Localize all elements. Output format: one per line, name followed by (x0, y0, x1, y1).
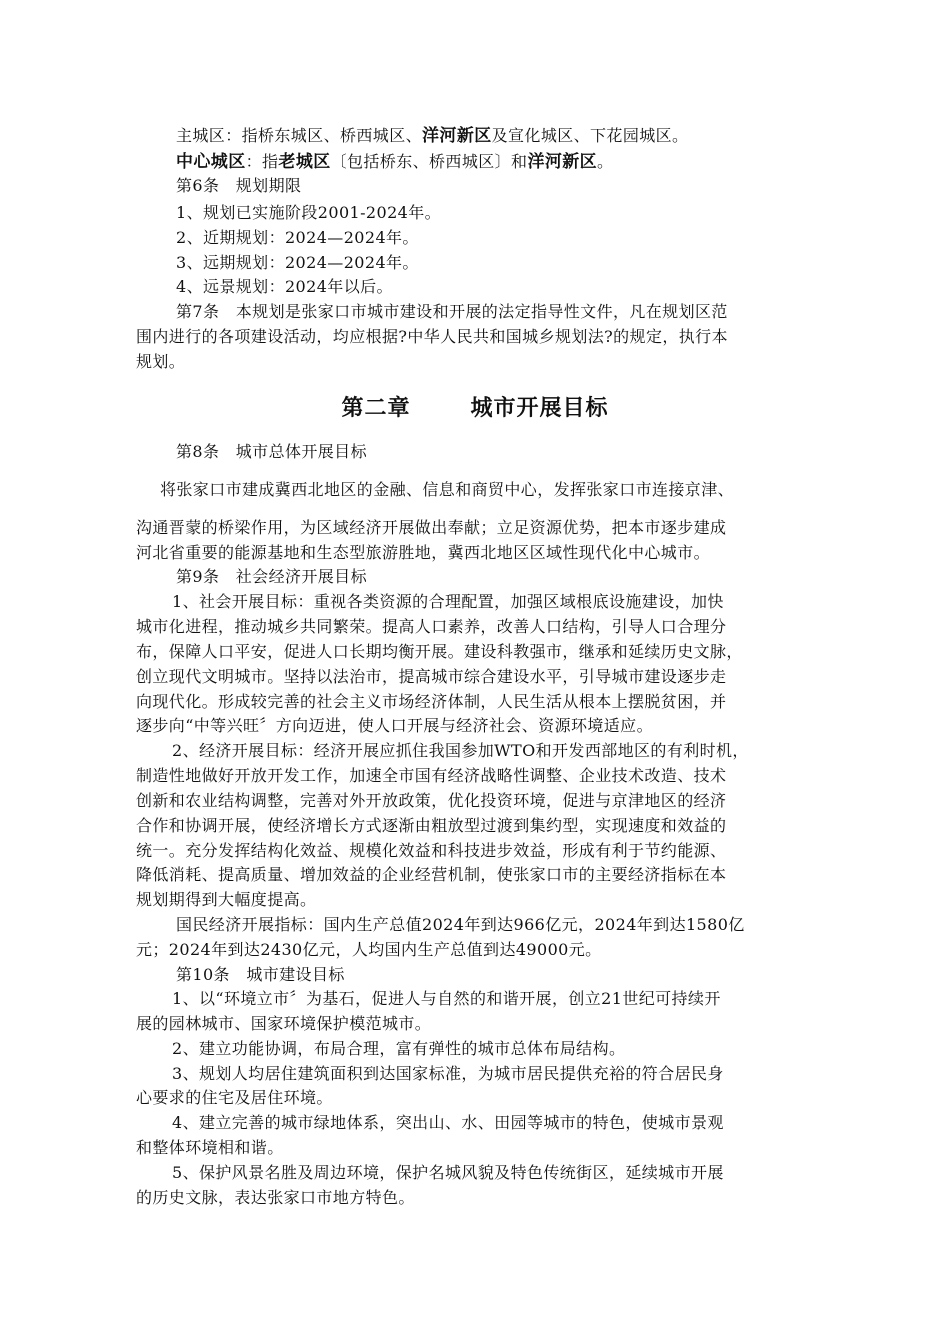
text-line (176, 252, 876, 274)
bold-term: 洋河新区 (422, 126, 492, 146)
text-run: 国民经济开展指标：国内生产总值2024年到达966亿元，2024年到达1580亿 (176, 915, 745, 934)
text-line (136, 1137, 836, 1159)
text-line (136, 715, 836, 737)
text-run: 降低消耗、提高质量、增加效益的企业经营机制，使张家口市的主要经济指标在本 (136, 865, 727, 884)
text-run: 制造性地做好开放开发工作，加速全市国有经济战略性调整、企业技术改造、技术 (136, 766, 727, 785)
text-line (176, 125, 876, 147)
text-run: 1、规划已实施阶段2001-2024年。 (176, 203, 442, 222)
text-run: 4、建立完善的城市绿地体系，突出山、水、田园等城市的特色，使城市景观 (172, 1113, 724, 1132)
text-run: 2、经济开展目标：经济开展应抓住我国参加WTO和开发西部地区的有利时机， (172, 741, 749, 760)
text-line (136, 790, 836, 812)
text-run: 主城区：指桥东城区、桥西城区、 (176, 126, 423, 145)
text-line (136, 1087, 836, 1109)
text-line (172, 988, 872, 1010)
text-line (176, 151, 876, 173)
text-run: 。 (597, 152, 614, 171)
text-run: ：指 (245, 152, 279, 171)
text-line (172, 1162, 872, 1184)
text-run: 元；2024年到达2430亿元，人均国内生产总值到达49000元。 (136, 940, 602, 959)
bold-term: 洋河新区 (527, 152, 598, 172)
text-line (172, 591, 872, 613)
text-run: 3、规划人均居住建筑面积到达国家标准，为城市居民提供充裕的符合居民身 (172, 1064, 724, 1083)
text-run: 规划期得到大幅度提高。 (136, 890, 317, 909)
text-run: 5、保护风景名胜及周边环境，保护名城风貌及特色传统街区，延续城市开展 (172, 1163, 724, 1182)
text-line (136, 1013, 836, 1035)
text-run: 2、近期规划：2024—2024年。 (176, 228, 419, 247)
text-run: 第9条 社会经济开展目标 (176, 567, 367, 586)
text-line (160, 479, 860, 501)
text-line (136, 765, 836, 787)
text-line (136, 1187, 836, 1209)
text-run: 布，保障人口平安，促进人口长期均衡开展。建设科教强市，继承和延续历史文脉， (136, 642, 743, 661)
text-run: 第6条 规划期限 (176, 176, 302, 195)
text-run: 1、以“环境立市〞为基石，促进人与自然的和谐开展，创立21世纪可持续开 (172, 989, 721, 1008)
bold-term: 老城区 (278, 152, 331, 172)
text-line (136, 840, 836, 862)
text-line (136, 351, 836, 373)
text-run: 展的园林城市、国家环境保护模范城市。 (136, 1014, 432, 1033)
text-run: 第7条 本规划是张家口市城市建设和开展的法定指导性文件，凡在规划区范 (176, 302, 728, 321)
text-run: 围内进行的各项建设活动，均应根据?中华人民共和国城乡规划法?的规定，执行本 (136, 327, 728, 346)
text-run: 第10条 城市建设目标 (176, 965, 345, 984)
text-line (136, 326, 836, 348)
text-run: 城市化进程，推动城乡共同繁荣。提高人口素养，改善人口结构，引导人口合理分 (136, 617, 727, 636)
text-run: 第8条 城市总体开展目标 (176, 442, 367, 461)
text-line (136, 889, 836, 911)
text-run: 〔包括桥东、桥西城区〕和 (330, 152, 528, 171)
text-line (136, 616, 836, 638)
text-line (136, 815, 836, 837)
text-line (136, 666, 836, 688)
text-line (172, 1063, 872, 1085)
text-run: 向现代化。形成较完善的社会主义市场经济体制，人民生活从根本上摆脱贫困，并 (136, 692, 727, 711)
text-line (176, 914, 876, 936)
text-run: 3、远期规划：2024—2024年。 (176, 253, 419, 272)
text-line (176, 227, 876, 249)
text-line (136, 864, 836, 886)
text-run: 及宣化城区、下花园城区。 (491, 126, 689, 145)
chapter-number: 第二章 (341, 396, 411, 421)
text-run: 沟通晋蒙的桥梁作用，为区域经济开展做出奉献；立足资源优势，把本市逐步建成 (136, 518, 727, 537)
text-line (136, 542, 836, 564)
text-line (136, 939, 836, 961)
text-run: 逐步向“中等兴旺〞方向迈进，使人口开展与经济社会、资源环境适应。 (136, 716, 653, 735)
text-run: 创立现代文明城市。坚持以法治市，提高城市综合建设水平，引导城市建设逐步走 (136, 667, 727, 686)
text-run: 4、远景规划：2024年以后。 (176, 277, 393, 296)
text-line (176, 202, 876, 224)
text-run: 创新和农业结构调整，完善对外开放政策，优化投资环境，促进与京津地区的经济 (136, 791, 727, 810)
article-heading (176, 175, 876, 197)
text-line (176, 301, 876, 323)
text-run: 2、建立功能协调，布局合理，富有弹性的城市总体布局结构。 (172, 1039, 626, 1058)
bold-term: 中心城区 (176, 152, 246, 172)
text-run: 河北省重要的能源基地和生态型旅游胜地，冀西北地区区域性现代化中心城市。 (136, 543, 711, 562)
text-run: 规划。 (136, 352, 186, 371)
text-run: 1、社会开展目标：重视各类资源的合理配置，加强区域根底设施建设，加快 (172, 592, 724, 611)
article-heading (176, 566, 876, 588)
text-line (176, 276, 876, 298)
text-run: 统一。充分发挥结构化效益、规模化效益和科技进步效益，形成有利于节约能源、 (136, 841, 727, 860)
text-run: 心要求的住宅及居住环境。 (136, 1088, 333, 1107)
chapter-heading (0, 394, 950, 424)
text-run: 的历史文脉，表达张家口市地方特色。 (136, 1188, 415, 1207)
text-run: 和整体环境相和谐。 (136, 1138, 284, 1157)
text-line (136, 641, 836, 663)
article-heading (176, 441, 876, 463)
article-heading (176, 964, 876, 986)
text-run: 合作和协调开展，使经济增长方式逐渐由粗放型过渡到集约型，实现速度和效益的 (136, 816, 727, 835)
text-run: 将张家口市建成冀西北地区的金融、信息和商贸中心，发挥张家口市连接京津、 (160, 480, 735, 499)
text-line (172, 1112, 872, 1134)
text-line (172, 740, 872, 762)
chapter-title: 城市开展目标 (470, 396, 609, 421)
text-line (136, 691, 836, 713)
text-line (136, 517, 836, 539)
text-line (172, 1038, 872, 1060)
